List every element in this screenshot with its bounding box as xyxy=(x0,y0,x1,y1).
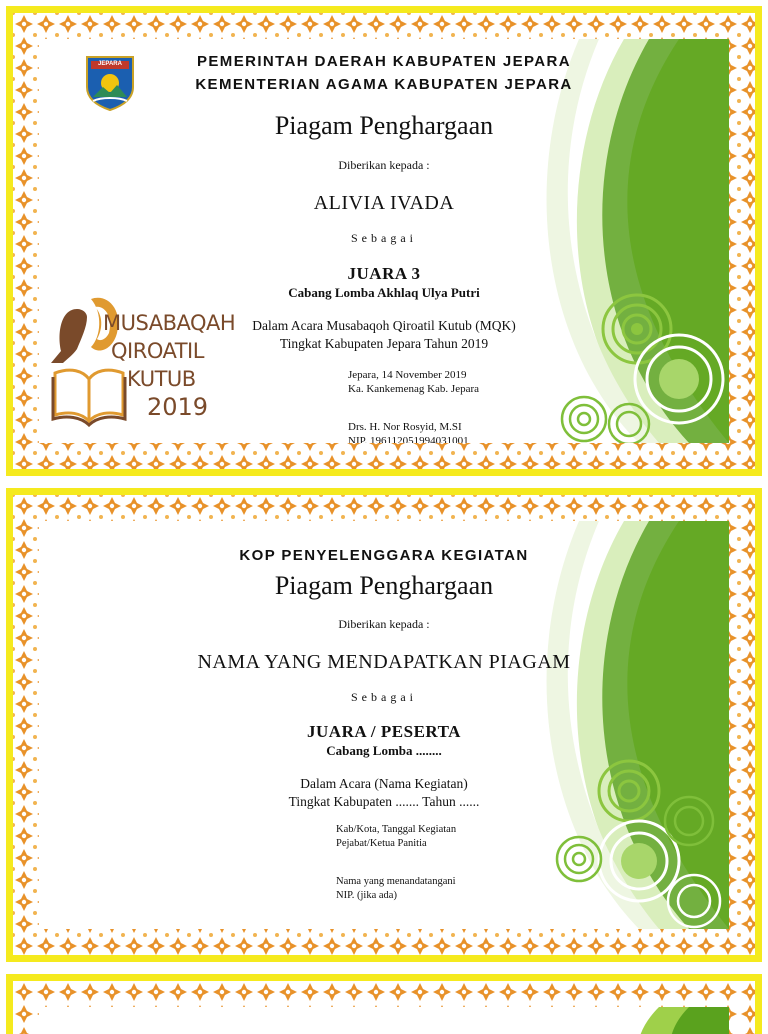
certificate-title: Piagam Penghargaan xyxy=(274,571,494,600)
rank-label: JUARA 3 xyxy=(347,264,421,283)
given-to-label: Diberikan kepada : xyxy=(338,158,430,172)
recipient-name: NAMA YANG MENDAPATKAN PIAGAM xyxy=(197,651,571,673)
certificate-paper xyxy=(39,1007,729,1034)
event-logo-line-1: MUSABAQAH xyxy=(103,311,236,335)
event-logo xyxy=(47,289,247,429)
header-line-1: KOP PENYELENGGARA KEGIATAN xyxy=(239,547,529,564)
place-date: Jepara, 14 November 2019 xyxy=(348,369,467,381)
event-line-1: Dalam Acara Musabaqoh Qiroatil Kutub (MQK) xyxy=(252,318,516,333)
certificate-border xyxy=(13,13,755,469)
branch-label: Cabang Lomba Akhlaq Ulya Putri xyxy=(288,285,480,300)
event-logo-year: 2019 xyxy=(147,393,209,421)
certificate-paper xyxy=(39,521,729,929)
as-label: Sebagai xyxy=(351,231,417,245)
signer-title: Pejabat/Ketua Panitia xyxy=(336,838,427,849)
as-label: Sebagai xyxy=(351,690,417,704)
signer-id: NIP. (jika ada) xyxy=(336,890,397,901)
certificate-3 xyxy=(6,974,762,1034)
signer-name: Nama yang menandatangani xyxy=(336,876,456,887)
signer-name: Drs. H. Nor Rosyid, M.SI xyxy=(348,421,462,433)
event-line-2: Tingkat Kabupaten ....... Tahun ...... xyxy=(288,794,480,809)
certificate-paper xyxy=(39,39,729,443)
signer-id: NIP. 196112051994031001 xyxy=(348,435,469,443)
given-to-label: Diberikan kepada : xyxy=(338,617,430,631)
branch-label: Cabang Lomba ........ xyxy=(326,743,442,758)
certificate-title: Piagam Penghargaan xyxy=(274,111,494,140)
event-logo-line-3: KUTUB xyxy=(127,367,196,391)
green-swoosh-decoration xyxy=(39,1007,729,1034)
recipient-name: ALIVIA IVADA xyxy=(313,192,455,214)
signer-title: Ka. Kankemenag Kab. Jepara xyxy=(348,383,480,395)
certificate-1 xyxy=(6,6,762,476)
header-line-2: KEMENTERIAN AGAMA KABUPATEN JEPARA xyxy=(195,76,573,93)
certificate-border xyxy=(13,981,755,1034)
place-date: Kab/Kota, Tanggal Kegiatan xyxy=(336,824,457,835)
rank-label: JUARA / PESERTA xyxy=(307,722,461,741)
event-line-2: Tingkat Kabupaten Jepara Tahun 2019 xyxy=(279,336,489,351)
event-logo-line-2: QIROATIL xyxy=(111,339,204,363)
certificate-2 xyxy=(6,488,762,962)
crest-label: JEPARA xyxy=(98,61,122,67)
event-line-1: Dalam Acara (Nama Kegiatan) xyxy=(300,776,468,791)
header-line-1: PEMERINTAH DAERAH KABUPATEN JEPARA xyxy=(196,53,571,70)
certificate-border xyxy=(13,495,755,955)
